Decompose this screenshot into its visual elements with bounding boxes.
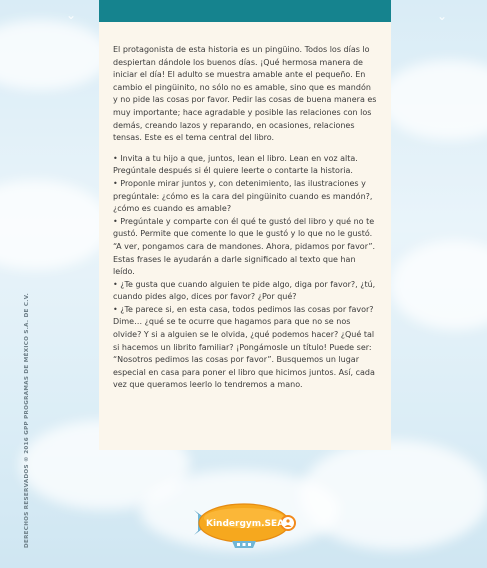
- page-top-bar: [99, 0, 391, 22]
- cloud: [0, 20, 110, 90]
- text-content: [113, 44, 377, 392]
- bird-icon: ⌄: [66, 8, 77, 22]
- cloud: [0, 180, 110, 270]
- bird-icon: ⌄: [437, 9, 448, 23]
- bullet-item: • Invita a tu hijo a que, juntos, lean el libro. Lean en voz alta. Pregúntale después si él quiere leerte o contarte la historia.: [113, 153, 358, 176]
- bullet-item: • ¿Te gusta que cuando alguien te pide algo, diga por favor?, ¿tú, cuando pides algo, dices por favor? ¿Por qué?: [113, 279, 376, 302]
- page-panel: [99, 0, 391, 450]
- bullet-item: • Pregúntale y comparte con él qué te gustó del libro y qué no te gustó. Permite que comente lo que le gustó y lo que no le gustó. “A ver, pongamos cara de mandones. Ahora, pidamos por favor”. Estas frases le ayudarán a darle significado al texto que han leído.: [113, 216, 376, 277]
- blimp-icon: [192, 496, 302, 554]
- intro-paragraph: El protagonista de esta historia es un pingüino. Todos los días lo despiertan dándole los buenos días. ¡Qué hermosa manera de iniciar el día! El adulto se muestra amable ante el pequeño. En cambio el pingüinito, no sólo no es amable, sino que es mandón y no pide las cosas por favor. Pedir las cosas de buena manera es muy importante; hace agradable y posible las relaciones con los demás, creando lazos y reparando, en ocasiones, relaciones tensas. Este es el tema central del libro.: [113, 45, 377, 143]
- logo-text: Kindergym.SEA: [206, 519, 285, 529]
- bullet-item: • Proponle mirar juntos y, con detenimiento, las ilustraciones y pregúntale: ¿cómo es la cara del pingüinito cuando es mandón?, ¿cómo es cuando es amable?: [113, 178, 373, 214]
- cloud: [390, 240, 487, 330]
- bullet-item: • ¿Te parece si, en esta casa, todos pedimos las cosas por favor? Dime… ¿qué se te ocurre que hagamos para que no se nos olvide? Y si a alguien se le olvida, ¿qué podemos hacer? ¿Qué tal si hacemos un librito familiar? ¡Pongámosle un título! Puede ser: “Nosotros pedimos las cosas por favor”. Busquemos un lugar especial en casa para poner el libro que hicimos juntos. Así, cada vez que queramos leerlo lo tendremos a mano.: [113, 304, 375, 390]
- copyright-notice: DERECHOS RESERVADOS © 2016 GPP PROGRAMAS DE MÉXICO S.A. DE C.V.: [24, 292, 30, 548]
- cloud: [380, 60, 487, 140]
